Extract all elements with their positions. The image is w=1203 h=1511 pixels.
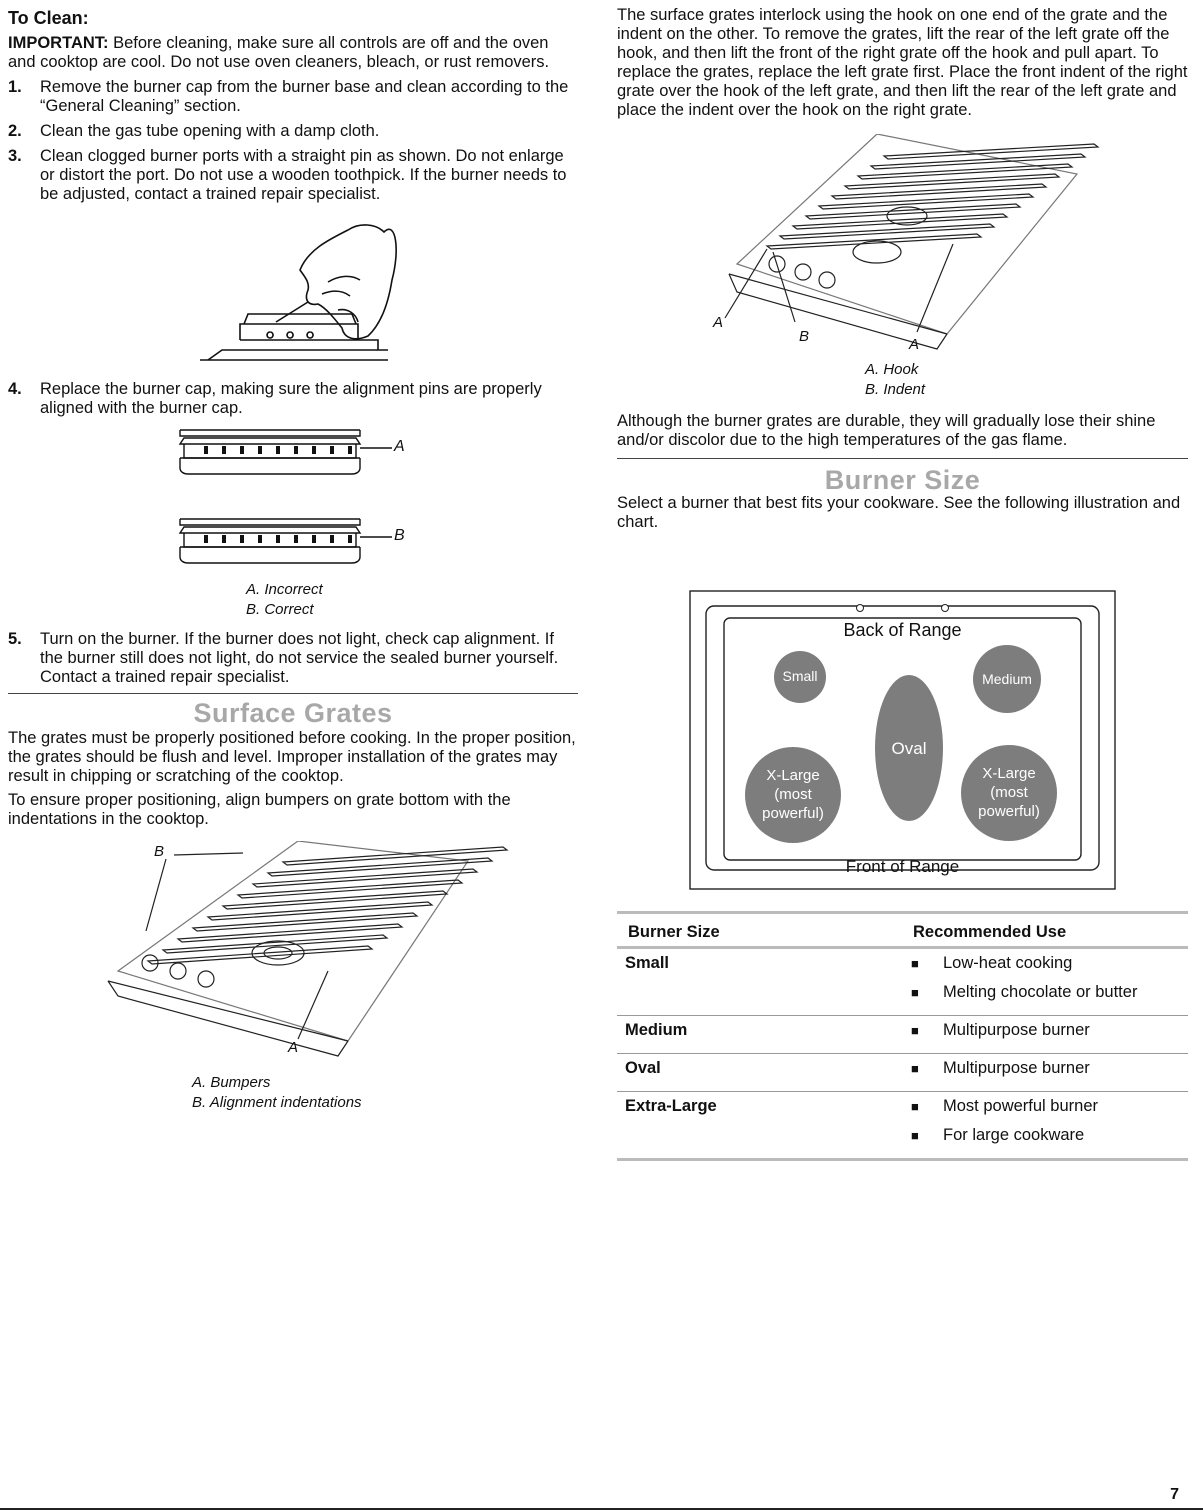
burner-size-table — [617, 911, 1188, 1161]
use-text: Melting chocolate or butter — [943, 983, 1138, 1001]
xl-right-line-3: powerful) — [978, 803, 1040, 820]
important-text: Before cleaning, make sure all controls are off and the oven and cooktop are cool. Do not use oven cleaners, bleach, or rust removers. — [8, 34, 550, 71]
hook-label-a2: A — [909, 336, 920, 353]
step-text: Remove the burner cap from the burner base and clean according to the “General Cleaning” section. — [40, 78, 569, 115]
use-text: For large cookware — [943, 1126, 1085, 1144]
use-text: Low-heat cooking — [943, 954, 1073, 972]
use-text: Multipurpose burner — [943, 1021, 1090, 1039]
grate-hook-figure — [617, 134, 1188, 356]
step-3 — [8, 147, 578, 204]
header-recommended-use: Recommended Use — [913, 923, 1067, 941]
step-number: 2. — [8, 122, 22, 140]
step-number: 3. — [8, 147, 22, 165]
cleaning-steps-1-3 — [8, 78, 578, 204]
use-item — [617, 983, 1188, 1012]
hook-legend-b: B. Indent — [865, 381, 926, 398]
step-2 — [8, 122, 578, 141]
burner-size-title: Burner Size — [824, 465, 981, 495]
step-number: 5. — [8, 630, 22, 648]
grates-paragraph-1: The grates must be properly positioned before cooking. In the proper position, the grates should be flush and level. Improper installation of the grates may result in chipping or scratching of the cooktop. — [8, 729, 576, 785]
durable-paragraph: Although the burner grates are durable, they will gradually lose their shine and/or discolor due to the high temperatures of the gas flame. — [617, 412, 1156, 449]
use-text: Most powerful burner — [943, 1097, 1098, 1115]
table-row — [617, 1054, 1188, 1092]
use-item — [617, 1126, 1188, 1155]
grates-paragraph-2: To ensure proper positioning, align bumpers on grate bottom with the indentations in the cooktop. — [8, 791, 511, 828]
bullet-icon: ■ — [911, 1099, 919, 1114]
important-paragraph — [8, 34, 578, 72]
oval-label: Oval — [891, 739, 927, 758]
grate-hook-drawing — [617, 134, 1188, 356]
xl-right-line-1: X-Large — [982, 765, 1036, 782]
xl-right-line-2: (most — [990, 784, 1028, 801]
use-item — [617, 1097, 1188, 1126]
use-text: Multipurpose burner — [943, 1059, 1090, 1077]
hook-legend — [617, 360, 1188, 400]
hook-legend-a: A. Hook — [865, 361, 919, 378]
cap-legend — [8, 580, 578, 620]
table-row — [617, 1016, 1188, 1054]
burner-size-cell: Medium — [625, 1021, 688, 1039]
header-burner-size: Burner Size — [628, 923, 720, 941]
burner-layout-diagram — [689, 590, 1116, 890]
hook-label-b: B — [799, 328, 810, 345]
pin-cleaning-illustration — [8, 210, 578, 370]
section-divider — [8, 693, 578, 694]
front-of-range-label: Front of Range — [845, 857, 960, 876]
step-text: Clean clogged burner ports with a straight pin as shown. Do not enlarge or distort the port. Do not use a wooden toothpick. If the burner needs to be adjusted, contact a trained repair specialist. — [40, 147, 567, 203]
use-item — [617, 1059, 1188, 1088]
left-column — [8, 0, 578, 1113]
xl-left-label — [743, 766, 843, 823]
hook-label-a1: A — [713, 314, 724, 331]
grate-label-a: A — [288, 1039, 299, 1056]
burner-size-cell: Oval — [625, 1059, 661, 1077]
table-row — [617, 1092, 1188, 1161]
cap-legend-b: B. Correct — [246, 601, 314, 618]
bullet-icon: ■ — [911, 1023, 919, 1038]
xl-left-line-2: (most — [774, 786, 812, 803]
grate-legend-a: A. Bumpers — [192, 1074, 271, 1091]
xl-left-line-3: powerful) — [762, 805, 824, 822]
back-of-range-label: Back of Range — [843, 620, 962, 640]
burner-size-cell: Small — [625, 954, 670, 972]
page-bottom-rule — [0, 1508, 1203, 1510]
cleaning-step-5 — [8, 630, 578, 687]
surface-grates-title: Surface Grates — [193, 698, 393, 728]
to-clean-heading: To Clean: — [8, 8, 89, 28]
step-4 — [8, 380, 578, 418]
burner-size-cell: Extra-Large — [625, 1097, 717, 1115]
page-number: 7 — [1170, 1486, 1179, 1503]
step-number: 4. — [8, 380, 22, 398]
xl-right-label — [959, 764, 1059, 821]
grate-legend-b: B. Alignment indentations — [192, 1094, 362, 1111]
section-divider-right — [617, 458, 1188, 459]
xl-left-line-1: X-Large — [766, 767, 820, 784]
burner-cap-drawing — [8, 424, 578, 574]
step-text: Turn on the burner. If the burner does not light, check cap alignment. If the burner still does not light, do not service the sealed burner yourself. Contact a trained repair specialist. — [40, 630, 559, 686]
use-item — [617, 1021, 1188, 1050]
medium-label: Medium — [982, 671, 1032, 687]
interlock-paragraph: The surface grates interlock using the hook on one end of the grate and the indent on the other. To remove the grates, lift the rear of the left grate off the hook, and then lift the front of the right grate off the hook and pull apart. To replace the grates, replace the left grate first. Place the front indent of the right grate over the hook of the left grate, and then lift the rear of the left grate and place the indent over the hook on the right grate. — [617, 6, 1188, 119]
cap-label-a: A — [394, 438, 405, 455]
cap-legend-a: A. Incorrect — [246, 581, 323, 598]
right-column — [617, 0, 1188, 532]
grate-legend — [8, 1073, 578, 1113]
step-text: Clean the gas tube opening with a damp cloth. — [40, 122, 380, 140]
bullet-icon: ■ — [911, 985, 919, 1000]
step-1 — [8, 78, 578, 116]
table-row — [617, 949, 1188, 1016]
step-text: Replace the burner cap, making sure the alignment pins are properly aligned with the burner cap. — [40, 380, 542, 417]
table-body — [617, 949, 1188, 1161]
step-5 — [8, 630, 578, 687]
use-item — [617, 954, 1188, 983]
bullet-icon: ■ — [911, 1061, 919, 1076]
grate-label-b: B — [154, 843, 165, 860]
grate-bumpers-figure — [8, 841, 578, 1073]
bullet-icon: ■ — [911, 1128, 919, 1143]
cap-label-b: B — [394, 527, 405, 544]
burner-cap-figure — [8, 424, 578, 574]
bullet-icon: ■ — [911, 956, 919, 971]
small-label: Small — [782, 668, 818, 684]
burner-intro-paragraph: Select a burner that best fits your cookware. See the following illustration and chart. — [617, 494, 1181, 531]
step-number: 1. — [8, 78, 22, 96]
table-header-row — [617, 914, 1188, 949]
important-label: IMPORTANT: — [8, 34, 109, 52]
cleaning-step-4 — [8, 380, 578, 418]
